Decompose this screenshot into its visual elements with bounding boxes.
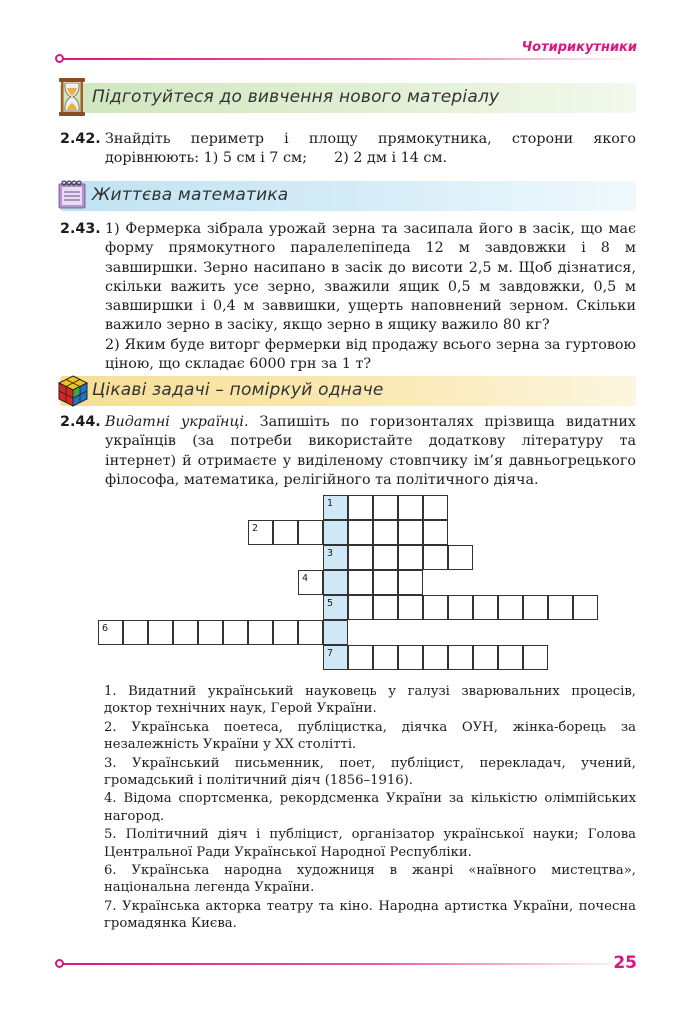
- task-part-2: 2) Яким буде виторг фермерки від продажу всього зерна за гуртовою ціною, що складає 6000 грн за 1 т?: [105, 336, 636, 373]
- task-part-1: 1) Фермерка зібрала урожай зерна та засипала його в засік, що має форму прямокутного паралелепіпеда 12 м завдовжки і 8 м завширшки. Зерно насипано в засік до висоти 2,5 м. Щоб дізнатися, скільки важить усе зерно, зважили ящик 0,5 м завдовжки, 0,5 м завширшки і 0,4 м заввишки, ущерть наповнений зерном. Скільки важило зерно в засіку, якщо зерно в ящику важило 80 кг?: [105, 221, 636, 334]
- notepad-icon: [56, 175, 90, 215]
- crossword-cell[interactable]: [298, 520, 323, 545]
- crossword-cell[interactable]: [348, 595, 373, 620]
- crossword-cell[interactable]: [323, 570, 348, 595]
- crossword-cell[interactable]: [573, 595, 598, 620]
- crossword-cell[interactable]: [423, 545, 448, 570]
- footer-rule-dot: [55, 959, 64, 968]
- clue-item: 3. Український письменник, поет, публіцист, перекладач, учений, громадський і політичний діяч (1856–1916).: [104, 755, 636, 789]
- crossword-cell[interactable]: [423, 595, 448, 620]
- section-prepare: [60, 83, 636, 113]
- task-instructions: Запишіть по горизонталях прізвища видатних українців (за потреби використайте додаткову літературу та інтернет) й отримаєте у виділеному стовпчику ім’я давньогрецького філософа, математика, релігійного та політичного діяча.: [105, 414, 636, 488]
- section-title: Підготуйтеся до вивчення нового матеріалу: [92, 87, 500, 107]
- crossword-cell[interactable]: [398, 645, 423, 670]
- crossword-cell[interactable]: [298, 620, 323, 645]
- clue-item: 6. Українська народна художниця в жанрі «наївного мистецтва», національна легенда України.: [104, 863, 636, 896]
- crossword-cell[interactable]: [423, 520, 448, 545]
- crossword-cell[interactable]: [323, 495, 348, 520]
- crossword-row-number: 4: [302, 573, 309, 584]
- crossword-cell[interactable]: [323, 595, 348, 620]
- section-life-math: [60, 181, 636, 211]
- crossword-cell[interactable]: [423, 645, 448, 670]
- crossword-cell[interactable]: [398, 545, 423, 570]
- crossword-cell[interactable]: [348, 545, 373, 570]
- crossword-cell[interactable]: [323, 520, 348, 545]
- crossword-cell[interactable]: [223, 620, 248, 645]
- crossword-cell[interactable]: [548, 595, 573, 620]
- crossword-cell[interactable]: [448, 645, 473, 670]
- crossword-cell[interactable]: [373, 595, 398, 620]
- crossword-cell[interactable]: [373, 645, 398, 670]
- crossword-row-number: 1: [327, 498, 334, 509]
- crossword-cell[interactable]: [273, 520, 298, 545]
- crossword-cell[interactable]: [473, 645, 498, 670]
- crossword-cell[interactable]: [373, 570, 398, 595]
- task-text: Знайдіть периметр і площу прямокутника, сторони якого дорівнюють: 1) 5 см і 7 см; 2) 2 дм і 14 см.: [105, 131, 641, 167]
- crossword-cell[interactable]: [323, 545, 348, 570]
- crossword-cell[interactable]: [498, 595, 523, 620]
- crossword-cell[interactable]: [398, 520, 423, 545]
- clue-item: 2. Українська поетеса, публіцистка, діячка ОУН, жінка-борець за незалежність України у ХХ столітті.: [104, 719, 636, 753]
- crossword-row-number: 3: [327, 548, 334, 559]
- crossword-cell[interactable]: [198, 620, 223, 645]
- section-title: Життєва математика: [92, 185, 289, 205]
- crossword-cell[interactable]: [148, 620, 173, 645]
- crossword-cell[interactable]: [323, 645, 348, 670]
- crossword-cell[interactable]: [448, 545, 473, 570]
- crossword-cell[interactable]: [248, 520, 273, 545]
- hourglass-icon: [56, 77, 90, 117]
- crossword-cell[interactable]: [123, 620, 148, 645]
- task-number: 2.43.: [60, 221, 101, 237]
- clue-item: 1. Видатний український науковець у галузі зварювальних процесів, доктор технічних наук, Герой України.: [104, 684, 636, 717]
- crossword-cell[interactable]: [348, 520, 373, 545]
- crossword-row-number: 7: [327, 648, 334, 659]
- clue-item: 5. Політичний діяч і публіцист, організатор української науки; Голова Центральної Ради Української Народної Республіки.: [104, 827, 636, 860]
- crossword-clues: [104, 683, 636, 934]
- crossword-cell[interactable]: [273, 620, 298, 645]
- clue-item: 7. Українська акторка театру та кіно. Народна артистка України, почесна громадянка Києва.: [104, 898, 636, 932]
- crossword-row-number: 5: [327, 598, 334, 609]
- crossword-cell[interactable]: [373, 545, 398, 570]
- task-number: 2.42.: [60, 131, 101, 147]
- header-rule: [58, 58, 636, 60]
- crossword-cell[interactable]: [323, 620, 348, 645]
- task-2-42: [60, 130, 641, 169]
- crossword-cell[interactable]: [523, 645, 548, 670]
- footer-rule: [58, 963, 636, 965]
- crossword-row-number: 2: [252, 523, 259, 534]
- page-number: 25: [613, 953, 637, 973]
- crossword-cell[interactable]: [498, 645, 523, 670]
- section-title: Цікаві задачі – поміркуй одначе: [92, 380, 384, 400]
- crossword-cell[interactable]: [348, 495, 373, 520]
- crossword-cell[interactable]: [448, 595, 473, 620]
- crossword-cell[interactable]: [398, 570, 423, 595]
- crossword-cell[interactable]: [523, 595, 548, 620]
- crossword-cell[interactable]: [423, 495, 448, 520]
- crossword-cell[interactable]: [373, 520, 398, 545]
- header-rule-dot: [55, 54, 64, 63]
- crossword-row-number: 6: [102, 623, 109, 634]
- crossword-cell[interactable]: [98, 620, 123, 645]
- crossword-cell[interactable]: [473, 595, 498, 620]
- task-text: [105, 413, 636, 490]
- task-title: Видатні українці.: [105, 414, 249, 430]
- crossword-cell[interactable]: [248, 620, 273, 645]
- crossword-cell[interactable]: [373, 495, 398, 520]
- task-2-43: [60, 220, 636, 374]
- section-puzzles: [60, 376, 636, 406]
- crossword-cell[interactable]: [173, 620, 198, 645]
- crossword-cell[interactable]: [298, 570, 323, 595]
- clue-item: 4. Відома спортсменка, рекордсменка України за кількістю олімпійських нагород.: [104, 791, 636, 824]
- crossword-cell[interactable]: [398, 495, 423, 520]
- task-number: 2.44.: [60, 414, 101, 430]
- crossword-cell[interactable]: [348, 645, 373, 670]
- crossword-cell[interactable]: [348, 570, 373, 595]
- task-2-44: [60, 413, 636, 490]
- crossword-cell[interactable]: [398, 595, 423, 620]
- running-title: Чотирикутники: [521, 40, 637, 55]
- rubiks-cube-icon: [56, 370, 90, 410]
